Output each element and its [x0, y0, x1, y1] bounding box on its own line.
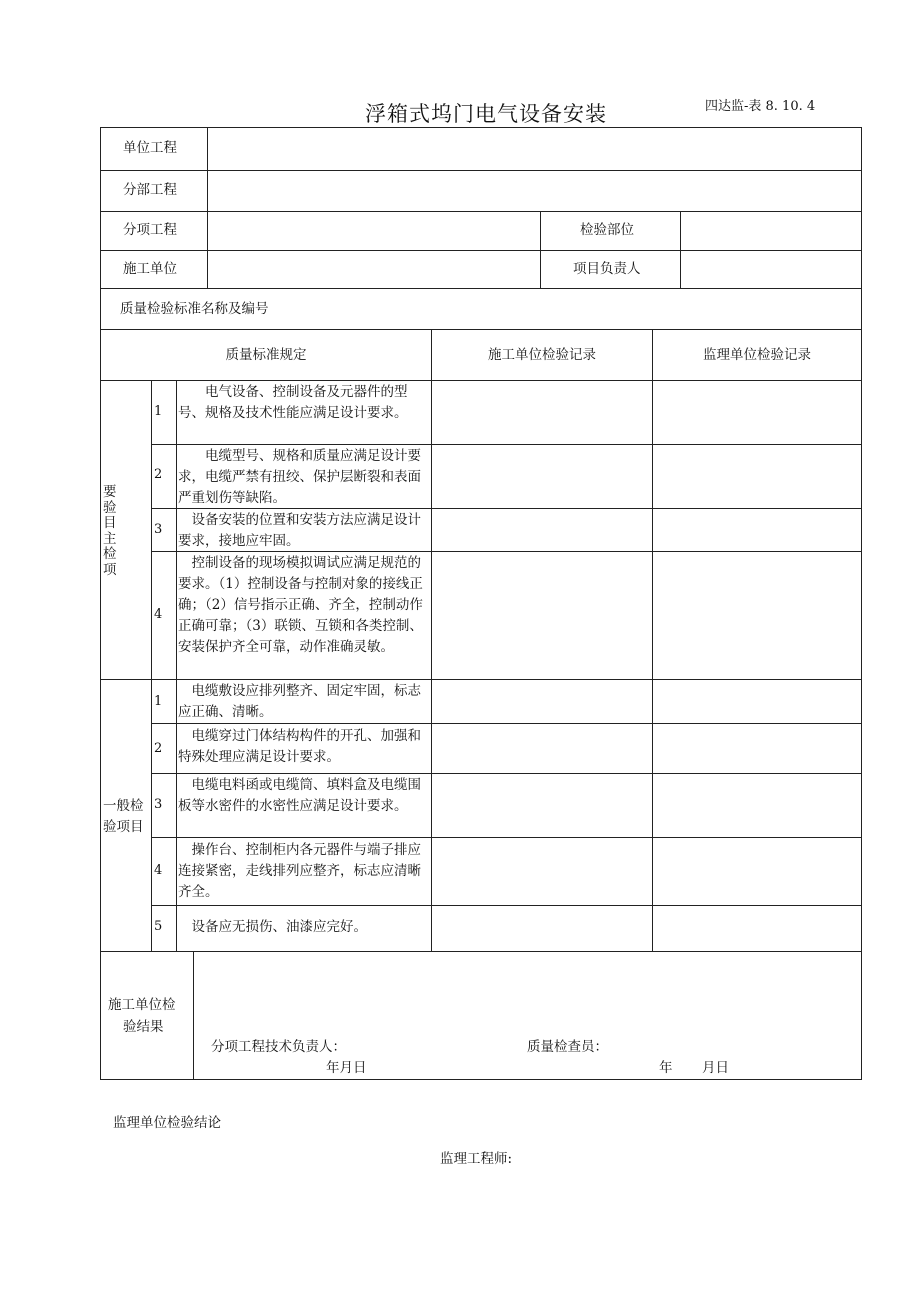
main-item-number: 4 — [154, 607, 163, 622]
main-item-number: 2 — [154, 467, 163, 482]
supervision-engineer-label: 监理工程师: — [440, 1151, 513, 1167]
construction-result-label: 施工单位检 — [108, 997, 176, 1013]
construction-record-header: 施工单位检验记录 — [488, 347, 596, 363]
main-label-char: 目 — [103, 515, 117, 531]
general-items-label: 一般检 — [103, 798, 144, 814]
quality-standard-header: 质量标准规定 — [225, 347, 307, 363]
general-item-number: 2 — [154, 741, 163, 756]
construction-result-label: 验结果 — [123, 1019, 164, 1035]
general-item-text: 电缆电料函或电缆筒、填料盒及电缆围板等水密件的水密性应满足设计要求。 — [178, 777, 421, 814]
main-label-char: 要 — [103, 484, 117, 500]
item-project-label: 分项工程 — [123, 222, 177, 238]
page-title: 浮箱式坞门电气设备安装 — [365, 102, 607, 126]
date-left: 年月日 — [326, 1060, 367, 1076]
general-item-number: 5 — [154, 919, 163, 934]
general-item-text: 操作台、控制柜内各元器件与端子排应连接紧密，走线排列应整齐，标志应清晰齐全。 — [178, 842, 421, 900]
main-label-char: 检 — [103, 546, 117, 562]
project-manager-label: 项目负责人 — [573, 261, 641, 277]
main-item-text: 控制设备的现场模拟调试应满足规范的要求。（1）控制设备与控制对象的接线正确；（2）信号指示正确、齐全，控制动作正确可靠；（3）联锁、互锁和各类控制、安装保护齐全可靠，动作准确灵敏。 — [178, 555, 423, 655]
general-item-number: 3 — [154, 797, 163, 812]
main-item-text: 设备安装的位置和安装方法应满足设计要求，接地应牢固。 — [178, 512, 421, 549]
standard-name-label: 质量检验标准名称及编号 — [120, 301, 269, 317]
inspection-location-label: 检验部位 — [580, 222, 634, 238]
main-item-text: 电气设备、控制设备及元器件的型号、规格及技术性能应满足设计要求。 — [178, 384, 408, 421]
general-items-label: 验项目 — [103, 819, 144, 835]
tech-lead-signature-label: 分项工程技术负责人： — [211, 1039, 346, 1055]
main-label-char: 项 — [103, 562, 117, 578]
general-item-text: 电缆穿过门体结构构件的开孔、加强和特殊处理应满足设计要求。 — [178, 728, 421, 765]
main-label-char: 验 — [103, 500, 117, 516]
form-code: 四达监-表 8. 10. 4 — [705, 99, 816, 114]
division-project-label: 分部工程 — [123, 182, 177, 198]
supervision-record-header: 监理单位检验记录 — [703, 347, 811, 363]
general-item-number: 4 — [154, 863, 163, 878]
main-item-number: 1 — [154, 404, 163, 419]
date-right-year: 年 — [659, 1060, 673, 1076]
construction-unit-label: 施工单位 — [123, 261, 177, 277]
date-right-month-day: 月日 — [702, 1060, 729, 1076]
general-item-text: 设备应无损伤、油漆应完好。 — [191, 919, 367, 935]
supervision-conclusion-label: 监理单位检验结论 — [113, 1115, 221, 1131]
general-item-text: 电缆敷设应排列整齐、固定牢固，标志应正确、清晰。 — [178, 683, 421, 720]
main-item-text: 电缆型号、规格和质量应满足设计要求，电缆严禁有扭绞、保护层断裂和表面严重划伤等缺陷。 — [178, 448, 421, 506]
main-item-number: 3 — [154, 522, 163, 537]
unit-project-label: 单位工程 — [123, 140, 177, 156]
general-item-number: 1 — [154, 694, 163, 709]
main-label-char: 主 — [103, 531, 117, 547]
inspector-signature-label: 质量检查员： — [527, 1039, 608, 1055]
